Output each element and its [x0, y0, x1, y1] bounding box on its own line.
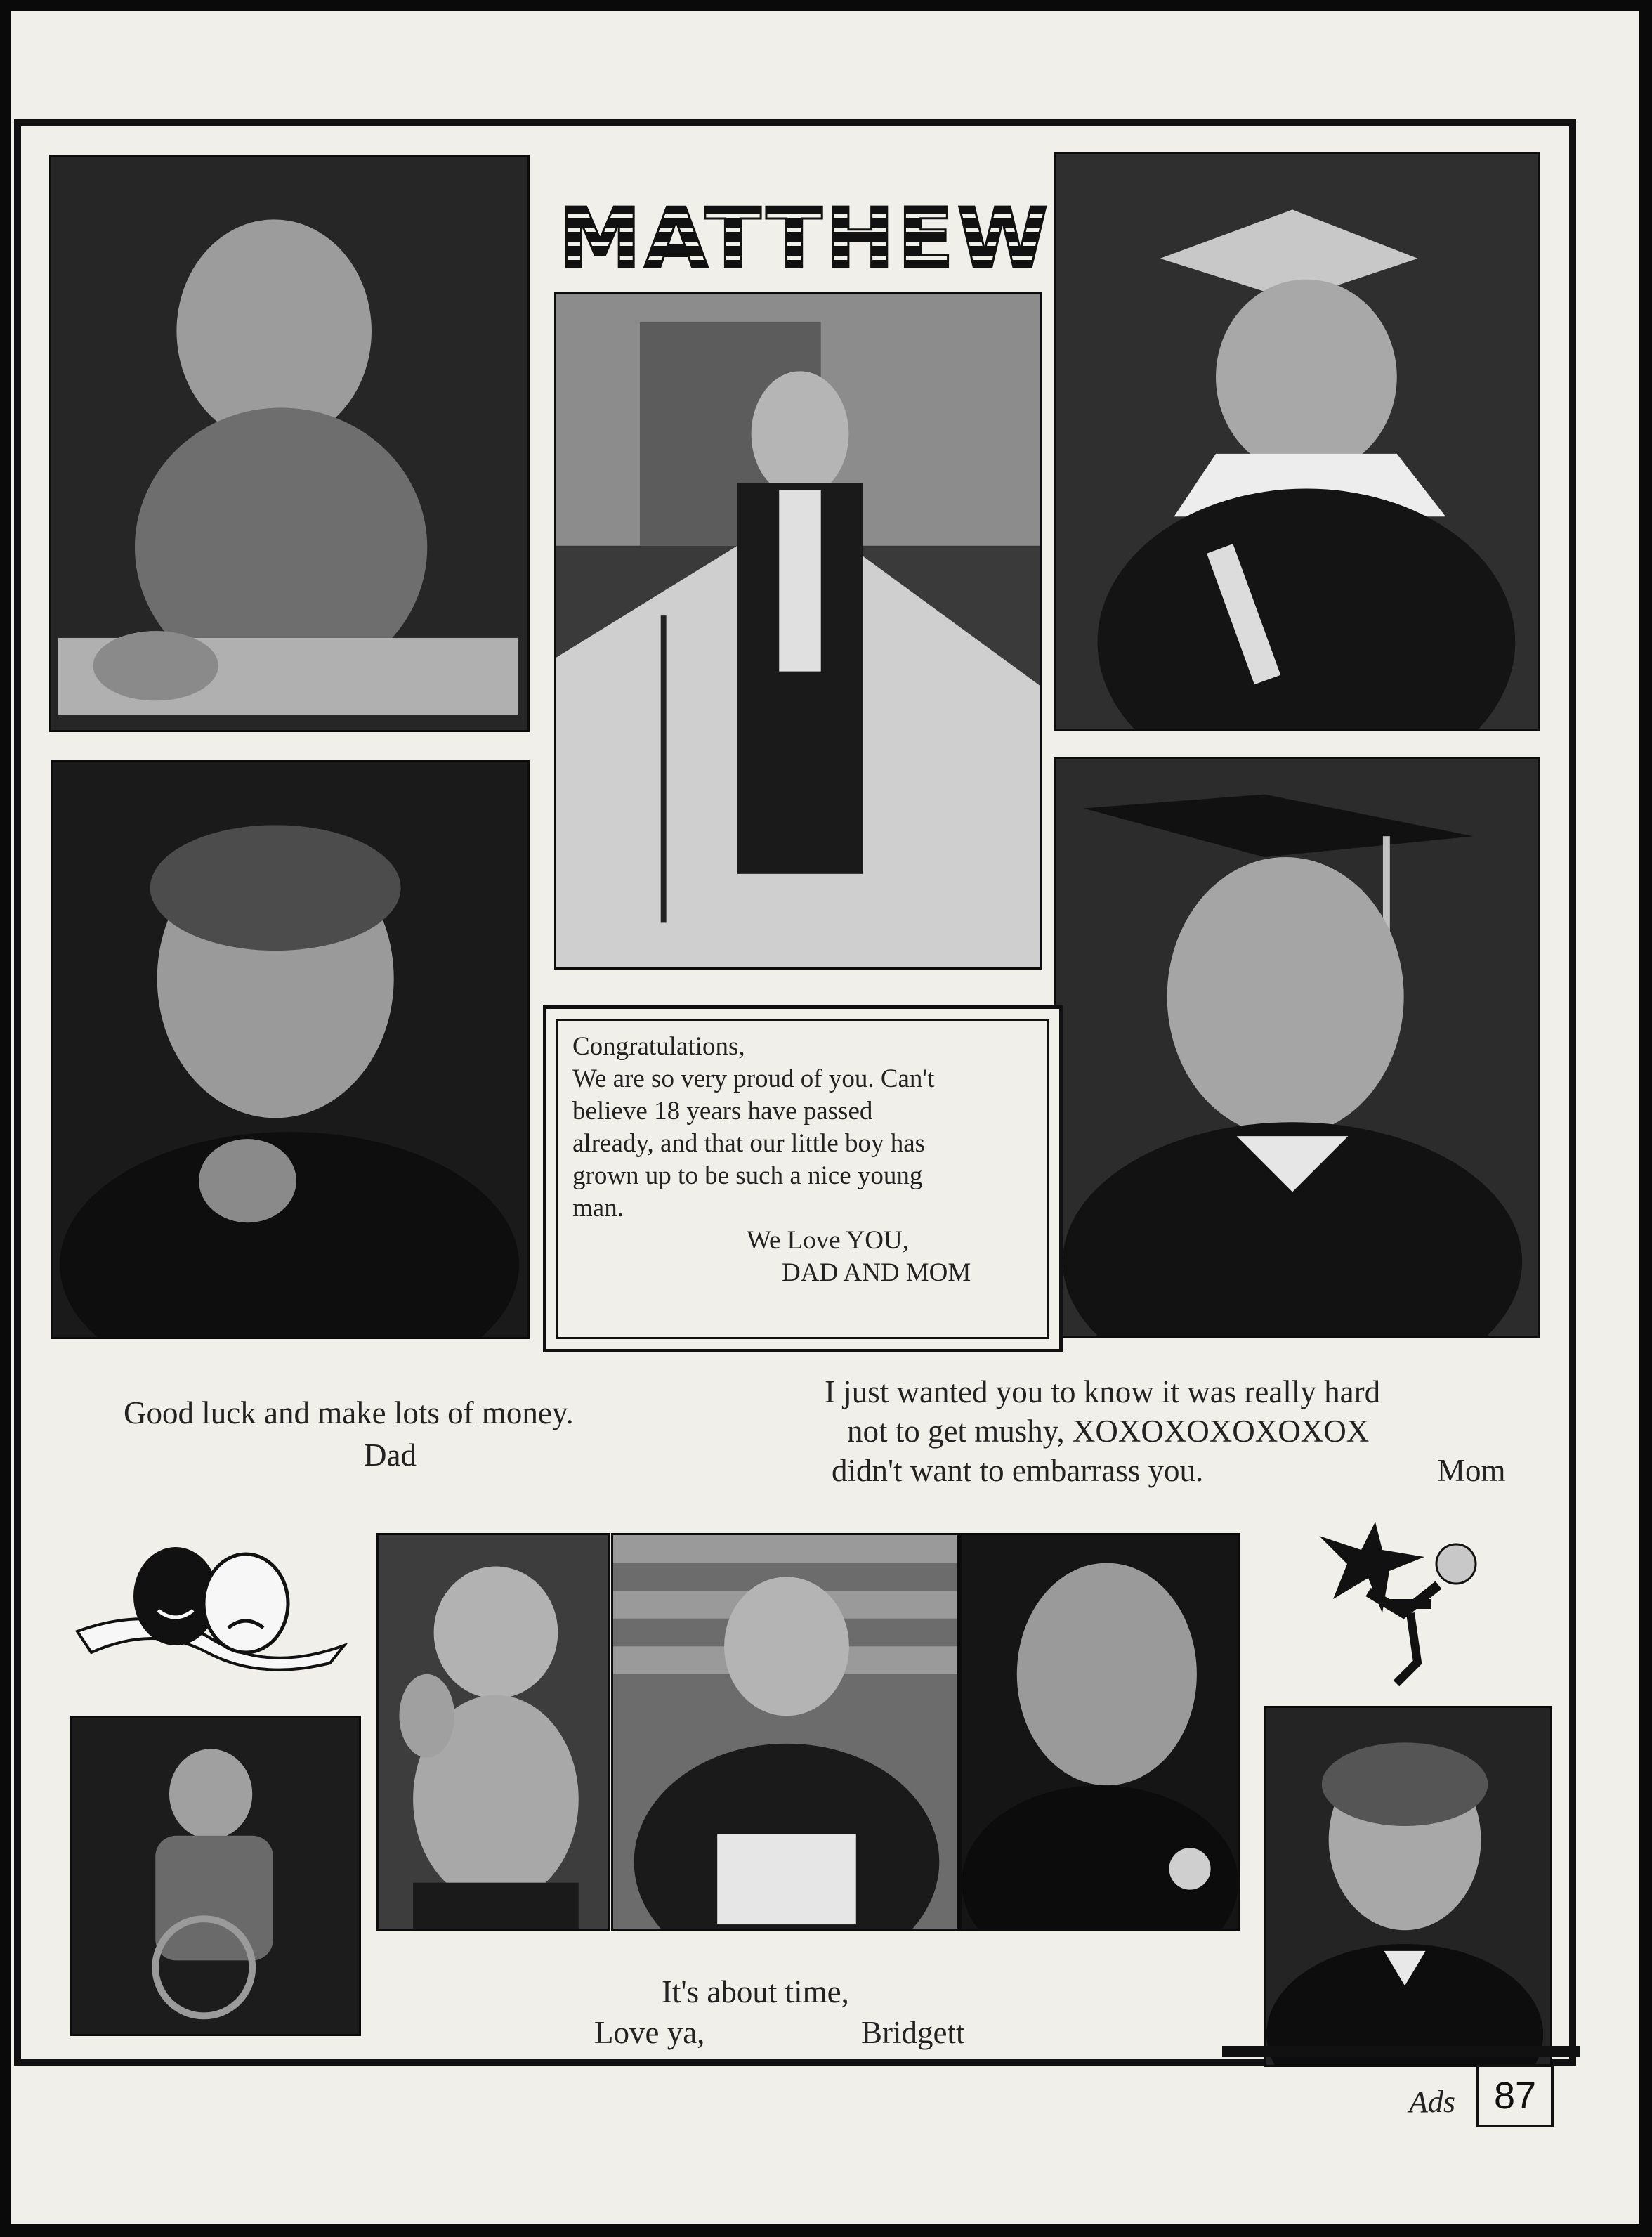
- mom-note-line: I just wanted you to know it was really hard: [825, 1374, 1381, 1409]
- sister-note-signature: Bridgett: [861, 2015, 965, 2050]
- drama-masks-icon: [70, 1540, 351, 1674]
- parents-message-line: already, and that our little boy has: [572, 1129, 926, 1158]
- parents-message-line: man.: [572, 1194, 624, 1222]
- title-lettering: [559, 191, 1051, 282]
- title-matthew: [559, 191, 1051, 282]
- dad-note-text: Good luck and make lots of money.: [124, 1395, 574, 1430]
- photo-kindergarten-graduation: [1054, 152, 1540, 731]
- photo-senior-portrait: [51, 760, 530, 1339]
- parents-message-line: believe 18 years have passed: [572, 1097, 873, 1126]
- photo-formal-profile: [959, 1533, 1240, 1931]
- karate-kick-icon: [1305, 1515, 1495, 1690]
- photo-baby: [49, 155, 530, 732]
- title-text: MATTHEW: [559, 191, 1051, 282]
- parents-message-line: Congratulations,: [572, 1032, 745, 1061]
- page-number: 87: [1476, 2064, 1554, 2127]
- footer-bar: [1222, 2046, 1580, 2057]
- photo-toddler-cowboy: [70, 1716, 361, 2036]
- yearbook-page: [11, 11, 1639, 2224]
- parents-message-line: grown up to be such a nice young: [572, 1161, 923, 1190]
- photo-high-school-graduation: [1054, 757, 1540, 1338]
- mom-note-signature: Mom: [1437, 1453, 1506, 1488]
- parents-closing: We Love YOU,: [747, 1226, 909, 1255]
- photo-costume: [554, 292, 1042, 970]
- photo-flexing-child: [376, 1533, 610, 1931]
- sister-note-line1: It's about time,: [662, 1974, 849, 2009]
- parents-message-box: [543, 1005, 1063, 1352]
- mom-note-line: didn't want to embarrass you.: [832, 1453, 1204, 1488]
- sister-note-line2: Love ya,: [594, 2015, 705, 2050]
- parents-message-line: We are so very proud of you. Can't: [572, 1064, 935, 1093]
- dad-note-signature: Dad: [364, 1437, 417, 1473]
- parents-message: [556, 1019, 1049, 1339]
- photo-flag-certificate: [611, 1533, 959, 1931]
- section-label: Ads: [1409, 2085, 1455, 2119]
- photo-tuxedo-portrait: [1264, 1706, 1552, 2067]
- mom-note-line: not to get mushy, XOXOXOXOXOXOX: [847, 1414, 1370, 1449]
- parents-signature: DAD AND MOM: [782, 1258, 971, 1287]
